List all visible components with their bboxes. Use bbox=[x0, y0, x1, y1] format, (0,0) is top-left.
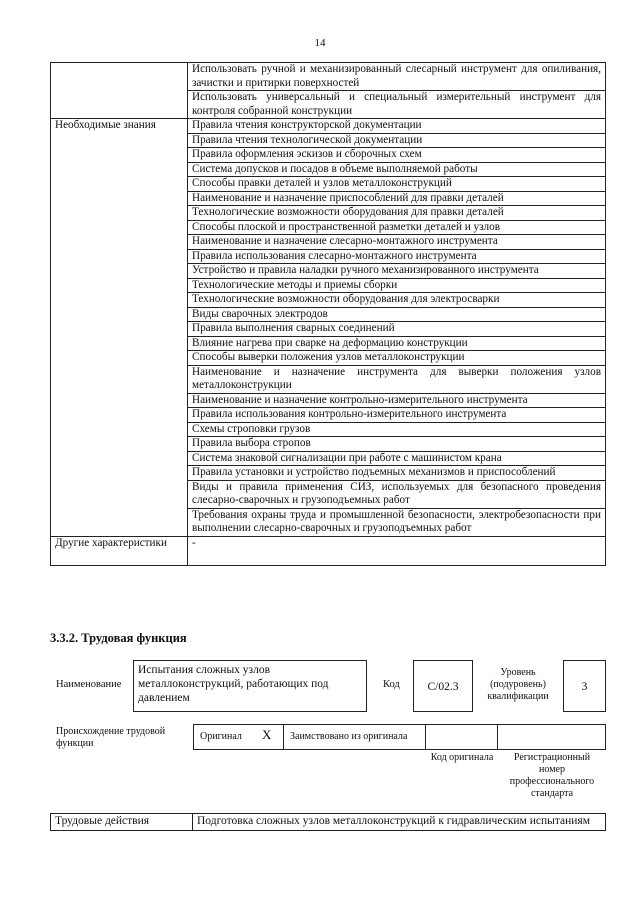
requirements-table bbox=[50, 62, 606, 566]
knowledge-item: Требования охраны труда и промышленной безопасности, электробезопасности при выполнении слесарно-сварочных и грузоподъемных работ bbox=[188, 508, 606, 536]
other-characteristics-value: - bbox=[188, 536, 606, 565]
table-row bbox=[51, 119, 606, 134]
original-label: Оригинал bbox=[200, 731, 242, 742]
knowledge-item: Способы правки деталей и узлов металлоконструкций bbox=[188, 177, 606, 192]
knowledge-item: Правила чтения технологической документации bbox=[188, 133, 606, 148]
knowledge-item: Правила использования контрольно-измерительного инструмента bbox=[188, 408, 606, 423]
knowledge-item: Виды сварочных электродов bbox=[188, 307, 606, 322]
original-mark: X bbox=[262, 727, 272, 742]
reg-number-cell bbox=[497, 724, 606, 750]
knowledge-item: Система допусков и посадов в объеме выполняемой работы bbox=[188, 162, 606, 177]
borrowed-label: Заимствовано из оригинала bbox=[290, 731, 408, 742]
table-row bbox=[51, 536, 606, 565]
actions-table bbox=[50, 813, 606, 831]
knowledge-item: Правила установки и устройство подъемных механизмов и приспособлений bbox=[188, 466, 606, 481]
page-number: 14 bbox=[314, 37, 326, 49]
skills-label-cell bbox=[51, 63, 188, 119]
knowledge-item: Правила использования слесарно-монтажного инструмента bbox=[188, 249, 606, 264]
table-row bbox=[51, 814, 606, 831]
function-name-value: Испытания сложных узлов металлоконструкций, работающих под давлением bbox=[133, 660, 367, 712]
knowledge-item: Способы выверки положения узлов металлоконструкции bbox=[188, 351, 606, 366]
level-value: 3 bbox=[563, 660, 606, 712]
knowledge-item: Наименование и назначение инструмента для выверки положения узлов металлоконструкции bbox=[188, 365, 606, 393]
knowledge-item: Способы плоской и пространственной разметки деталей и узлов bbox=[188, 220, 606, 235]
name-label: Наименование bbox=[56, 679, 122, 690]
action-item: Подготовка сложных узлов металлоконструкций к гидравлическим испытаниям bbox=[193, 814, 606, 831]
knowledge-item: Виды и правила применения СИЗ, используемых для безопасного проведения слесарно-сварочных и грузоподъемных работ bbox=[188, 480, 606, 508]
knowledge-item: Схемы строповки грузов bbox=[188, 422, 606, 437]
actions-label: Трудовые действия bbox=[51, 814, 193, 831]
skill-item: Использовать универсальный и специальный измерительный инструмент для контроля собранной конструкции bbox=[188, 91, 606, 119]
code-origin-label: Код оригинала bbox=[430, 752, 494, 763]
knowledge-item: Технологические возможности оборудования для правки деталей bbox=[188, 206, 606, 221]
knowledge-item: Технологические возможности оборудования для электросварки bbox=[188, 293, 606, 308]
code-origin-cell bbox=[425, 724, 498, 750]
reg-number-label: Регистрационный номер профессионального стандарта bbox=[509, 752, 595, 799]
knowledge-item: Наименование и назначение контрольно-измерительного инструмента bbox=[188, 393, 606, 408]
knowledge-item: Влияние нагрева при сварке на деформацию конструкции bbox=[188, 336, 606, 351]
knowledge-item: Наименование и назначение слесарно-монтажного инструмента bbox=[188, 235, 606, 250]
knowledge-item: Наименование и назначение приспособлений для правки деталей bbox=[188, 191, 606, 206]
original-cell bbox=[193, 724, 284, 750]
knowledge-item: Правила выбора стропов bbox=[188, 437, 606, 452]
knowledge-item: Система знаковой сигнализации при работе с машинистом крана bbox=[188, 451, 606, 466]
table-row bbox=[51, 63, 606, 91]
borrowed-cell bbox=[283, 724, 426, 750]
origin-label: Происхождение трудовой функции bbox=[56, 726, 166, 749]
level-label: Уровень (подуровень) квалификации bbox=[487, 667, 549, 702]
other-characteristics-label: Другие характеристики bbox=[51, 536, 188, 565]
code-label: Код bbox=[383, 679, 400, 690]
knowledge-item: Технологические методы и приемы сборки bbox=[188, 278, 606, 293]
function-code-value: С/02.3 bbox=[413, 660, 473, 712]
knowledge-item: Правила выполнения сварных соединений bbox=[188, 322, 606, 337]
knowledge-label: Необходимые знания bbox=[51, 119, 188, 537]
knowledge-item: Устройство и правила наладки ручного механизированного инструмента bbox=[188, 264, 606, 279]
section-title: 3.3.2. Трудовая функция bbox=[50, 631, 187, 645]
knowledge-item: Правила чтения конструкторской документации bbox=[188, 119, 606, 134]
knowledge-item: Правила оформления эскизов и сборочных схем bbox=[188, 148, 606, 163]
skill-item: Использовать ручной и механизированный слесарный инструмент для опиливания, зачистки и притирки поверхностей bbox=[188, 63, 606, 91]
